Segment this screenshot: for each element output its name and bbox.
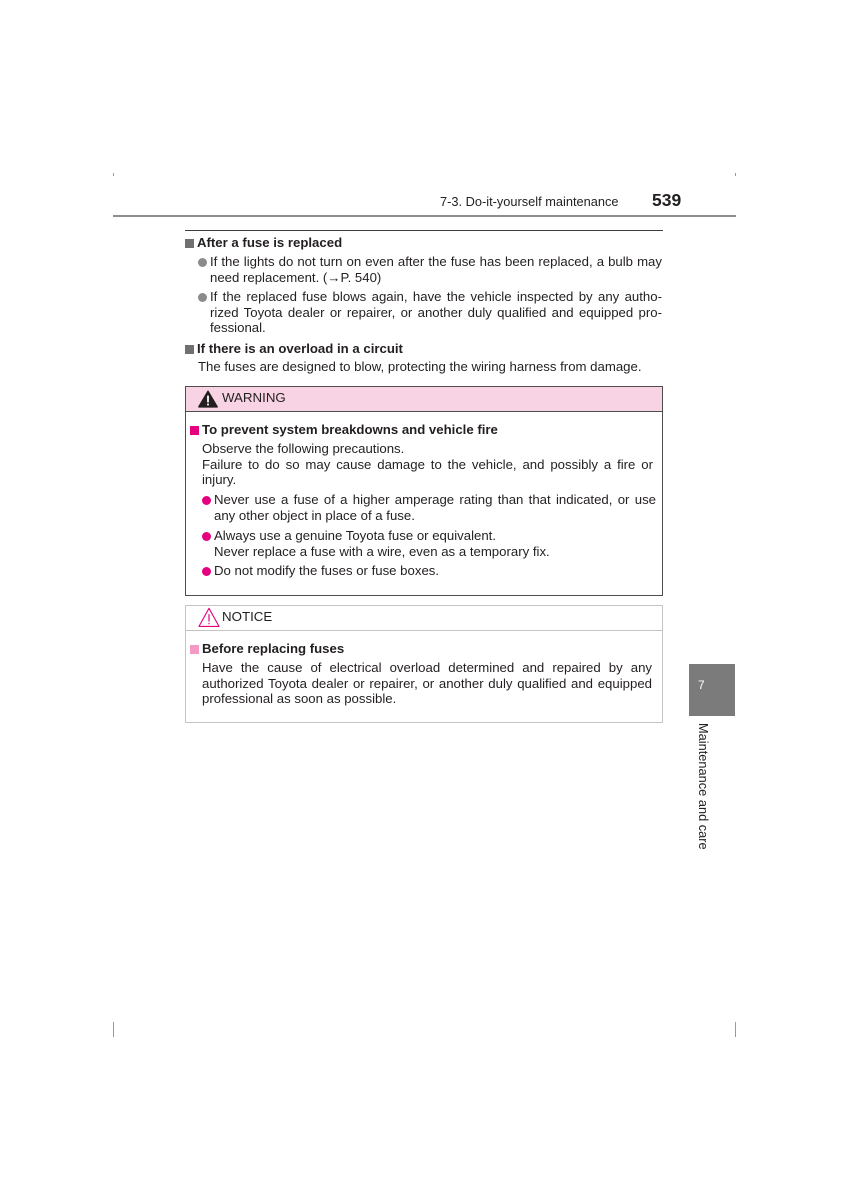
section-heading — [185, 235, 342, 251]
square-marker-icon — [190, 426, 199, 435]
notice-heading — [190, 641, 344, 657]
crop-mark-top-left — [113, 173, 114, 176]
page-number: 539 — [652, 190, 682, 210]
warning-list-item — [214, 492, 656, 523]
warning-heading-text: To prevent system breakdowns and vehicle fire — [202, 422, 498, 437]
notice-label: NOTICE — [222, 609, 273, 624]
square-marker-icon — [190, 645, 199, 654]
warning-intro — [202, 441, 653, 488]
list-item-line: Always use a genuine Toyota fuse or equivalent. — [214, 528, 497, 543]
bullet-icon — [202, 496, 211, 505]
notice-line: authorized Toyota dealer or repairer, or another duly qualified and equipped — [202, 675, 652, 691]
chapter-tab — [689, 664, 735, 716]
bullet-icon — [198, 258, 207, 267]
section-heading-text: If there is an overload in a circuit — [197, 341, 403, 356]
notice-line: Have the cause of electrical overload determined and repaired by any — [202, 660, 652, 675]
bullet-icon — [202, 532, 211, 541]
header-rule — [113, 215, 736, 217]
warning-list-item — [214, 563, 656, 579]
list-item-line: If the lights do not turn on even after the fuse has been replaced, a bulb may — [210, 254, 662, 269]
list-item-line: If the replaced fuse blows again, have the vehicle inspected by any autho- — [210, 289, 662, 304]
warning-intro-line: injury. — [202, 472, 237, 488]
bullet-icon — [202, 567, 211, 576]
list-item-line: Do not modify the fuses or fuse boxes. — [214, 563, 440, 578]
warning-intro-line: Observe the following precautions. — [202, 441, 405, 456]
notice-line: professional as soon as possible. — [202, 691, 397, 707]
warning-list-item — [214, 528, 656, 559]
list-item-line: fessional. — [210, 320, 266, 336]
notice-body — [202, 660, 652, 707]
body-paragraph: The fuses are designed to blow, protecting the wiring harness from damage. — [198, 359, 642, 374]
crop-mark-top-right — [735, 173, 736, 176]
warning-box — [185, 386, 663, 596]
warning-icon — [198, 390, 218, 408]
section-title: 7-3. Do-it-yourself maintenance — [440, 194, 619, 209]
square-marker-icon — [185, 239, 194, 248]
chapter-number: 7 — [698, 678, 705, 692]
section-heading — [185, 341, 403, 357]
warning-label: WARNING — [222, 390, 286, 405]
notice-box — [185, 605, 663, 723]
crop-mark-bottom-left — [113, 1022, 114, 1037]
warning-intro-line: Failure to do so may cause damage to the vehicle, and possibly a fire or — [202, 456, 653, 472]
crop-mark-bottom-right — [735, 1022, 736, 1037]
notice-header — [186, 606, 662, 631]
section-heading-text: After a fuse is replaced — [197, 235, 343, 250]
list-item — [210, 254, 662, 285]
square-marker-icon — [185, 345, 194, 354]
list-item-line: rized Toyota dealer or repairer, or another duly qualified and equipped pro- — [210, 304, 662, 320]
chapter-title: Maintenance and care — [696, 723, 711, 850]
warning-header — [186, 387, 662, 412]
list-item — [210, 289, 662, 336]
content-top-rule — [185, 230, 663, 231]
notice-icon — [198, 607, 220, 628]
list-item-line: need replacement. (→P. 540) — [210, 269, 382, 285]
bullet-icon — [198, 293, 207, 302]
list-item-line: Never replace a fuse with a wire, even as a temporary fix. — [214, 543, 550, 559]
notice-heading-text: Before replacing fuses — [202, 641, 345, 656]
list-item-line: Never use a fuse of a higher amperage rating than that indicated, or use — [214, 492, 656, 507]
list-item-line: any other object in place of a fuse. — [214, 507, 415, 523]
warning-heading — [190, 422, 498, 438]
